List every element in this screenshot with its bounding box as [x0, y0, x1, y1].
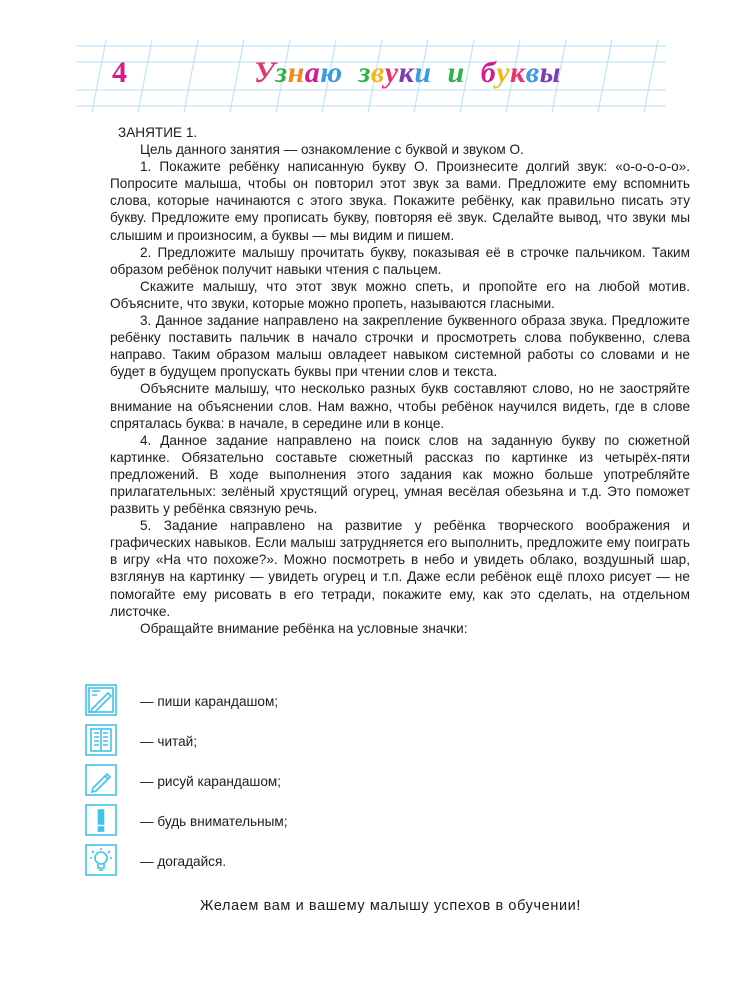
legend-label: — догадайся.	[140, 854, 227, 869]
title-letter: и	[414, 56, 432, 89]
paragraph: 3. Данное задание направлено на закрепление буквенного образа звука. Предложите ребёнку поставить пальчик в начало строчки и просмотреть слова побуквенно, слева направо. Таким образом малыш овладеет навыком системной работы со словами и не будет в будущем пропускать буквы при чтении слов и текста.	[110, 313, 690, 380]
exclamation-icon	[84, 803, 118, 837]
title-letter: з	[275, 56, 288, 89]
legend-item	[84, 800, 484, 840]
title-letter: а	[304, 56, 321, 89]
title-letter	[343, 58, 359, 88]
title-letter: у	[384, 56, 399, 89]
title-letter	[432, 58, 448, 88]
page-title	[254, 58, 561, 88]
pencil-write-icon	[84, 683, 118, 717]
paragraph: 5. Задание направлено на развитие у ребёнка творческого воображения и графических навыков. Если малыш затрудняется его выполнить, предложите ему поиграть в игру «На что похоже?». Можно посмотреть в небо и увидеть облако, воздушный шар, взглянув на картинку — увидеть огурец и т.п. Даже если ребёнок ещё плохо рисует — не помогайте ему рисовать в его тетради, покажите ему, как это сделать, на отдельном листочке.	[110, 518, 690, 619]
title-letter: в	[370, 56, 385, 89]
lightbulb-icon	[84, 843, 118, 877]
legend-label: — рисуй карандашом;	[140, 774, 282, 789]
pencil-draw-icon	[84, 763, 118, 797]
legend-label: — читай;	[140, 734, 198, 749]
page-number: 4	[112, 56, 127, 89]
title-letter: ы	[539, 56, 561, 89]
legend-label: — будь внимательным;	[140, 814, 288, 829]
legend-label: — пиши карандашом;	[140, 694, 279, 709]
paragraph: 1. Покажите ребёнку написанную букву О. Произнесите долгий звук: «о-о-о-о-о». Попросите малыша, чтобы он повторил этот звук за вами. Предложите ему вспомнить слова, которые начинаются с этого звука. Покажите ребёнку, как правильно писать эту букву. Предложите ему прописать букву, повторяя её звук. Сделайте вывод, что звуки мы слышим и произносим, а буквы — мы видим и пишем.	[110, 159, 690, 243]
instructions-text	[110, 124, 690, 637]
title-letter: ю	[320, 56, 343, 89]
lesson-heading: ЗАНЯТИЕ 1.	[118, 125, 198, 140]
paragraph: Объясните малышу, что несколько разных букв составляют слово, но не заостряйте внимание на объяснении слов. Нам важно, чтобы ребёнок научился видеть, где в слове спряталась буква: в начале, в середине или в конце.	[110, 381, 690, 431]
title-letter: в	[525, 56, 540, 89]
title-letter: н	[287, 56, 305, 89]
closing-wish: Желаем вам и вашему малышу успехов в обучении!	[200, 898, 581, 914]
legend-item	[84, 840, 484, 880]
paragraph: Цель данного занятия — ознакомление с буквой и звуком О.	[140, 142, 524, 158]
title-letter	[465, 58, 481, 88]
title-letter: у	[496, 56, 511, 89]
title-letter: з	[358, 56, 371, 89]
title-letter: и	[447, 56, 465, 89]
title-letter: У	[254, 56, 276, 89]
book-read-icon	[84, 723, 118, 757]
page-header	[76, 40, 666, 112]
paragraph: Обращайте внимание ребёнка на условные значки:	[140, 620, 468, 636]
title-letter: к	[398, 56, 415, 89]
paragraph: Скажите малышу, что этот звук можно спеть, и пропойте его на любой мотив. Объясните, что звуки, которые можно пропеть, называются гласными.	[110, 278, 690, 311]
paragraph: 4. Данное задание направлено на поиск слов на заданную букву по сюжетной картинке. Обязательно составьте сюжетный рассказ по картинке из четырёх-пяти предложений. В ходе выполнения этого задания как можно больше употребляйте прилагательных: зелёный хрустящий огурец, умная весёлая обезьяна и т.д. Это поможет развить у ребёнка связную речь.	[110, 432, 690, 517]
legend-item	[84, 720, 484, 760]
title-letter: б	[480, 56, 497, 89]
legend-item	[84, 760, 484, 800]
legend-item	[84, 680, 484, 720]
paragraph: 2. Предложите малышу прочитать букву, показывая её в строчке пальчиком. Таким образом ребёнок получит навыки чтения с пальцем.	[110, 244, 690, 277]
title-letter: к	[510, 56, 526, 89]
symbols-legend	[84, 680, 484, 880]
